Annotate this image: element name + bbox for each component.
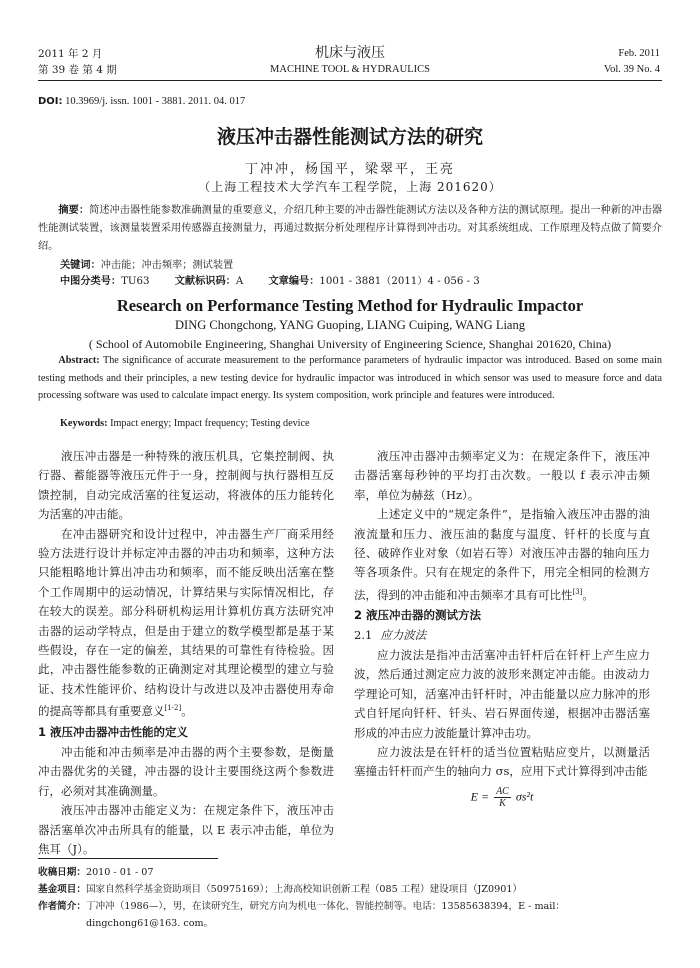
doi-line — [38, 96, 245, 107]
keywords-en-text: Impact energy; Impact frequency; Testing device — [110, 418, 310, 429]
doi-value: 10.3969/j. issn. 1001 - 3881. 2011. 04. 017 — [65, 96, 246, 107]
header-right — [604, 46, 660, 78]
body-paragraph: 应力波法是指冲击活塞冲击钎杆后在钎杆上产生应力波，然后通过测定应力波的波形来测定冲击能。由波动力学理论可知，活塞冲击钎杆时，冲击能量以应力脉冲的形式自钎尾向钎杆、钎头、岩石界面传递，根据冲击器活塞形成的冲击应力波能量计算冲击功。 — [354, 647, 650, 740]
author-email: dingchong61@163. com。 — [86, 918, 214, 929]
article-no-label: 文章编号： — [268, 276, 320, 287]
abstract-en-label: Abstract: — [58, 355, 100, 366]
fund-text: 国家自然科学基金资助项目（50975169）；上海高校知识创新工程（085 工程）建设项目（JZ0901） — [85, 884, 523, 895]
abstract-cn-text: 简述冲击器性能参数准确测量的重要意义，介绍几种主要的冲击器性能测试方法以及各种方法的测试原理。提出一种新的冲击器性能测试装置，该测量装置采用传感器直接测量力，再通过数据分析处理程序计算得到冲击功。对其系统组成、工作原理及特点做了简要介绍。 — [38, 205, 663, 252]
article-no-value: 1001 - 3881（2011）4 - 056 - 3 — [319, 276, 480, 287]
keywords-cn-label: 关键词： — [60, 260, 101, 271]
header-date-en: Feb. 2011 — [618, 48, 660, 59]
abstract-cn-label: 摘要： — [58, 205, 90, 216]
keywords-en-label: Keywords: — [60, 418, 108, 429]
author-bio-text: 丁冲冲（1986—），男，在读研究生，研究方向为机电一体化、智能控制等。电话：13585638394，E - mail： — [85, 901, 565, 912]
subsection-number: 2.1 — [354, 628, 373, 643]
header-rule — [38, 80, 662, 81]
citation-ref: [1-2] — [164, 704, 182, 713]
paragraph-end: 。 — [181, 704, 193, 719]
header-volume-cn: 第 39 卷 第 4 期 — [38, 64, 117, 76]
formula-denominator: K — [499, 797, 506, 809]
impact-energy-formula — [354, 786, 650, 809]
body-paragraph — [38, 525, 334, 722]
footnote-received — [38, 864, 662, 881]
subsection-heading — [354, 626, 650, 645]
affiliation-en: ( School of Automobile Engineering, Shanghai University of Engineering Science, Shanghai 201620, China) — [88, 337, 612, 351]
author-bio-label: 作者简介： — [38, 901, 86, 912]
abstract-cn — [38, 202, 662, 256]
paragraph-text: 上述定义中的“规定条件”，是指输入液压冲击器的油液流量和压力、液压油的黏度与温度、钎杆的长度与直径、破碎作业对象（如岩石等）对液压冲击器的轴向压力等各项条件。只有在规定的条件下，用完全相同的检测方法，得到的冲击能和冲击频率才具有可比性 — [354, 507, 650, 602]
body-paragraph — [354, 505, 650, 605]
formula-rhs: σs²t — [515, 788, 534, 803]
section-heading-2: 2 液压冲击器的测试方法 — [354, 608, 482, 623]
keywords-cn-text: 冲击能；冲击频率；测试装置 — [100, 260, 234, 271]
classification-line — [60, 272, 480, 287]
authors-en: DING Chongchong, YANG Guoping, LIANG Cuiping, WANG Liang — [175, 318, 525, 332]
paragraph-end: 。 — [582, 587, 594, 602]
journal-name-cn: 机床与液压 — [315, 45, 385, 61]
body-paragraph: 冲击能和冲击频率是冲击器的两个主要参数，是衡量冲击器优劣的关键，冲击器的设计主要围绕这两个参数进行，必须对其准确测量。 — [38, 744, 334, 798]
body-column-left — [38, 447, 334, 859]
subsection-title: 应力波法 — [380, 628, 427, 643]
body-paragraph: 液压冲击器冲击频率定义为：在规定条件下，液压冲击器活塞每秒钟的平均打击次数。一般以 f 表示冲击频率，单位为赫兹（Hz）。 — [354, 449, 650, 502]
fund-label: 基金项目： — [38, 884, 86, 895]
formula-lhs: E = — [470, 788, 490, 803]
abstract-en — [38, 352, 662, 405]
footnote-rule — [38, 858, 218, 859]
body-paragraph: 应力波法是在钎杆的适当位置粘贴应变片，以测量活塞撞击钎杆而产生的轴向力 σs，应用下式计算得到冲击能 — [354, 744, 650, 779]
doc-code-label: 文献标识码： — [174, 276, 236, 287]
clc-label: 中图分类号： — [60, 276, 122, 287]
body-paragraph: 液压冲击器是一种特殊的液压机具，它集控制阀、执行器、蓄能器等液压元件于一身，控制阀与执行器相互反馈控制，自动完成活塞的往复运动，将液体的压力能转化为活塞的冲击能。 — [38, 449, 334, 522]
paragraph-text: 在冲击器研究和设计过程中，冲击器生产厂商采用经验方法进行设计并标定冲击器的冲击功和频率，这种方法只能粗略地计算出冲击功和频率，而不能反映出活塞在整个工作周期中的运动情况，计算结果与实际情况相比，存在较大的误差。部分科研机构运用计算机仿真方法研究冲击器的运动学特点，但是由于建立的数学模型都是基于某些假设，存在一定的偏差，其结果的可靠性有待检验。因此，冲击器性能参数的正确测定对其理论模型的建立与验证、技术性能评价、结构设计与改进以及冲击器使用寿命的提高等都具有重要意义 — [38, 526, 334, 719]
formula-numerator: AC — [496, 785, 509, 797]
body-column-right — [354, 447, 650, 809]
citation-ref: [3] — [572, 587, 583, 596]
paper-title-cn: 液压冲击器性能测试方法的研究 — [216, 126, 483, 148]
body-paragraph: 液压冲击器冲击能定义为：在规定条件下，液压冲击器活塞单次冲击所具有的能量，以 E 表示冲击能，单位为焦耳（J）。 — [38, 803, 334, 856]
section-heading-1: 1 液压冲击器冲击性能的定义 — [38, 724, 189, 739]
header-journal — [200, 44, 500, 77]
received-date: 2010 - 01 - 07 — [85, 867, 154, 878]
doc-code-value: A — [235, 276, 244, 287]
authors-cn: 丁冲冲，杨国平，梁翠平，王亮 — [244, 162, 455, 177]
affiliation-cn: （上海工程技术大学汽车工程学院，上海 201620） — [198, 180, 502, 194]
formula-fraction — [494, 786, 511, 809]
clc-value: TU63 — [121, 276, 150, 287]
footnotes — [38, 864, 662, 932]
abstract-en-text: The significance of accurate measurement to the performance parameters of hydraulic impactor was introduced. Based on some main testing methods and their principles, a new testing device for hydraulic impactor was introduced in which sensor was used to measure force and data processing software was used to calculate impact energy. Its system composition, work principle and features were introduced. — [38, 355, 662, 401]
doi-label: DOI: — [38, 96, 63, 107]
header-volume-en: Vol. 39 No. 4 — [603, 64, 660, 75]
footnote-author — [38, 898, 662, 932]
paper-title-en: Research on Performance Testing Method for Hydraulic Impactor — [116, 296, 584, 315]
received-label: 收稿日期： — [38, 867, 86, 878]
footnote-fund — [38, 881, 662, 898]
keywords-en — [60, 418, 310, 429]
header-date-cn: 2011 年 2 月 — [38, 48, 103, 60]
keywords-cn — [60, 256, 233, 271]
journal-name-en: MACHINE TOOL & HYDRAULICS — [270, 64, 430, 75]
header-left — [38, 46, 117, 78]
